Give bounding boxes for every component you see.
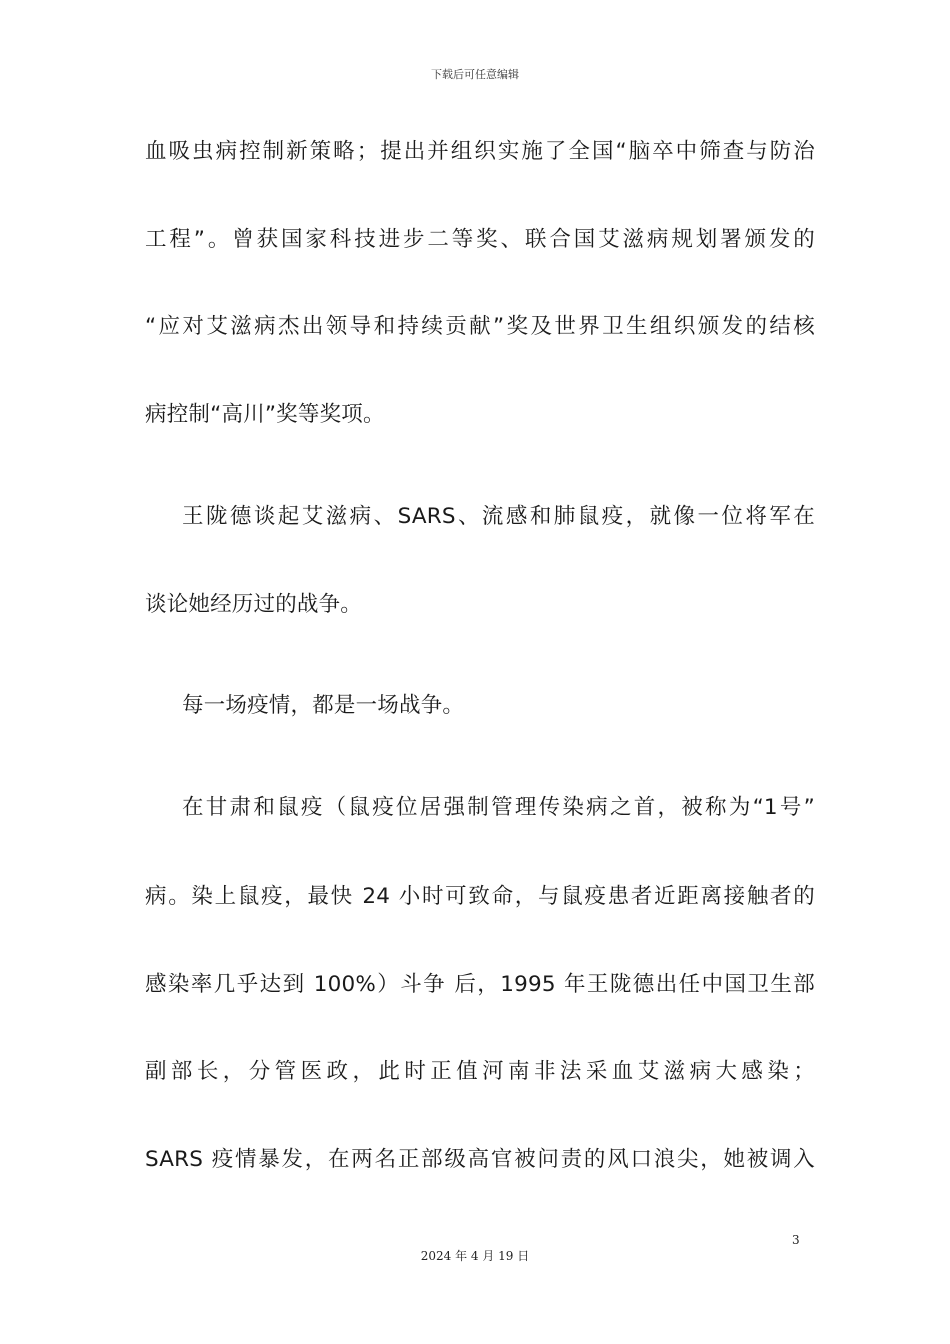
paragraph-line: 在甘肃和鼠疫（鼠疫位居强制管理传染病之首，被称为“1号” (182, 795, 815, 820)
text-line: 血吸虫病控制新策略；提出并组织实施了全国“脑卒中筛查与防治 (145, 139, 815, 164)
text-line: 感染率几乎达到 100%）斗争 后，1995 年王陇德出任中国卫生部 (145, 972, 815, 997)
text-line: 病控制“高川”奖等奖项。 (145, 402, 385, 427)
paragraph-line: 王陇德谈起艾滋病、SARS、流感和肺鼠疫，就像一位将军在 (182, 504, 815, 529)
footer-date: 2024 年 4 月 19 日 (420, 1249, 530, 1263)
text-line: 病。染上鼠疫，最快 24 小时可致命，与鼠疫患者近距离接触者的 (145, 884, 815, 909)
page-number: 3 (792, 1233, 800, 1247)
page-header: 下载后可任意编辑 (431, 68, 519, 81)
paragraph-line: 每一场疫情，都是一场战争。 (182, 693, 465, 718)
text-line: 谈论她经历过的战争。 (145, 592, 363, 617)
text-line: 工程”。曾获国家科技进步二等奖、联合国艾滋病规划署颁发的 (145, 227, 815, 252)
text-line: SARS 疫情暴发，在两名正部级高官被问责的风口浪尖，她被调入 (145, 1147, 815, 1172)
text-line: “应对艾滋病杰出领导和持续贡献”奖及世界卫生组织颁发的结核 (145, 314, 815, 339)
text-line: 副部长，分管医政，此时正值河南非法采血艾滋病大感染； (145, 1059, 815, 1084)
